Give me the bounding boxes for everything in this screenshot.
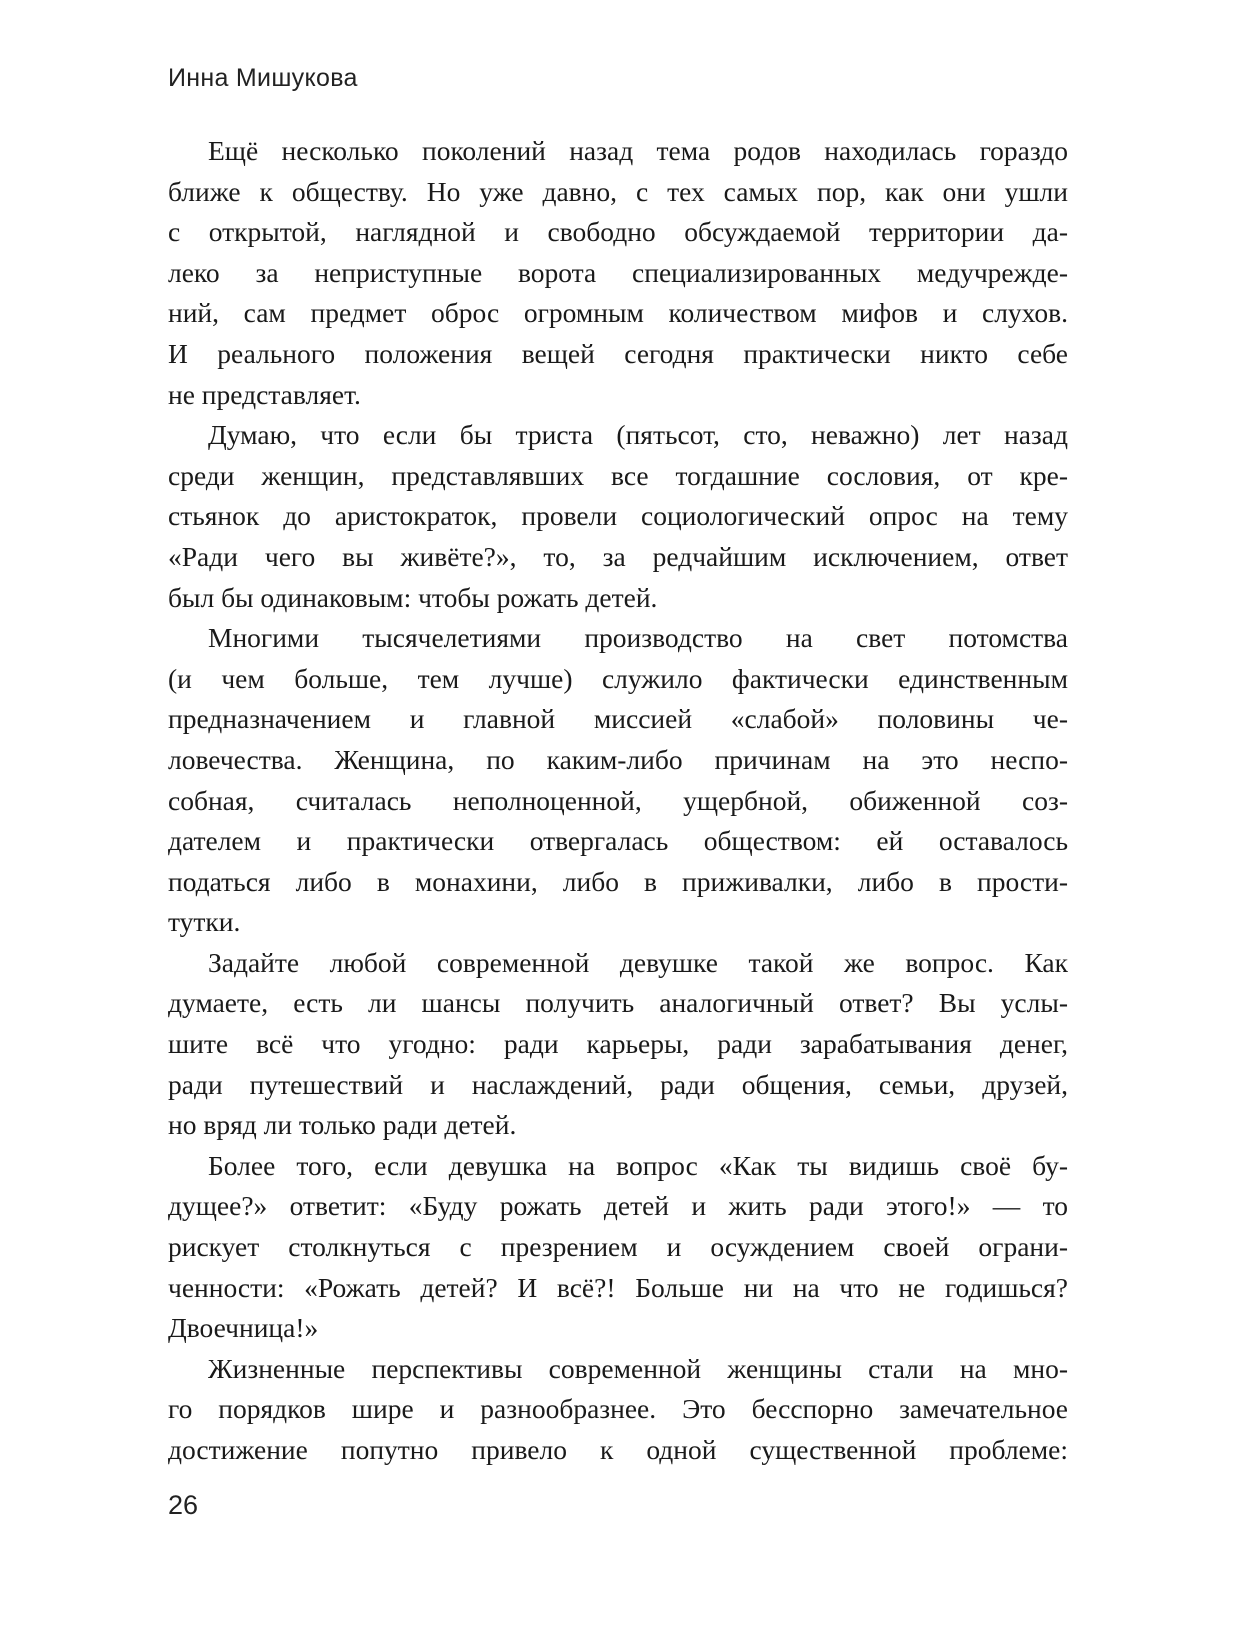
paragraph-2 (168, 415, 1068, 618)
paragraph-5 (168, 1146, 1068, 1349)
text-line: ради путешествий и наслаждений, ради общения, семьи, друзей, (168, 1068, 1068, 1100)
text-line: го порядков шире и разнообразнее. Это бесспорно замечательное (168, 1393, 1068, 1425)
text-line: ближе к обществу. Но уже давно, с тех самых пор, как они ушли (168, 175, 1068, 207)
text-line: не представляет. (168, 378, 361, 410)
text-line: Задайте любой современной девушке такой же вопрос. Как (208, 946, 1068, 978)
text-line: думаете, есть ли шансы получить аналогичный ответ? Вы услы- (168, 987, 1068, 1019)
text-line: ченности: «Рожать детей? И всё?! Больше ни на что не годишься? (168, 1271, 1068, 1303)
text-line: Жизненные перспективы современной женщины стали на мно- (208, 1352, 1068, 1384)
text-line: стьянок до аристократок, провели социологический опрос на тему (168, 500, 1068, 532)
text-line: но вряд ли только ради детей. (168, 1109, 517, 1141)
paragraph-6 (168, 1349, 1068, 1471)
text-line: И реального положения вещей сегодня практически никто себе (168, 337, 1068, 369)
text-line: Более того, если девушка на вопрос «Как ты видишь своё бу- (208, 1149, 1068, 1181)
text-line: Думаю, что если бы триста (пятьсот, сто, неважно) лет назад (208, 419, 1068, 451)
text-line: шите всё что угодно: ради карьеры, ради зарабатывания денег, (168, 1028, 1068, 1060)
text-line: леко за неприступные ворота специализированных медучрежде- (168, 256, 1068, 288)
text-line: был бы одинаковым: чтобы рожать детей. (168, 581, 658, 613)
text-line: Многими тысячелетиями производство на свет потомства (208, 622, 1068, 654)
text-line: среди женщин, представлявших все тогдашние сословия, от кре- (168, 459, 1068, 491)
text-line: податься либо в монахини, либо в приживалки, либо в прости- (168, 865, 1068, 897)
body-text (168, 131, 1068, 1471)
text-line: ний, сам предмет оброс огромным количеством мифов и слухов. (168, 297, 1068, 329)
text-line: дателем и практически отвергалась обществом: ей оставалось (168, 825, 1068, 857)
text-line: тутки. (168, 906, 241, 938)
text-line: Двоечница!» (168, 1312, 319, 1344)
text-line: дущее?» ответит: «Буду рожать детей и жить ради этого!» — то (168, 1190, 1068, 1222)
text-line: с открытой, наглядной и свободно обсуждаемой территории да- (168, 216, 1068, 248)
running-head-author: Инна Мишукова (168, 64, 358, 92)
text-line: «Ради чего вы живёте?», то, за редчайшим исключением, ответ (168, 540, 1068, 572)
paragraph-1 (168, 131, 1068, 415)
text-line: ловечества. Женщина, по каким-либо причинам на это неспо- (168, 743, 1068, 775)
page-number: 26 (168, 1490, 199, 1520)
text-line: (и чем больше, тем лучше) служило фактически единственным (168, 662, 1068, 694)
paragraph-3 (168, 618, 1068, 943)
text-line: предназначением и главной миссией «слабой» половины че- (168, 703, 1068, 735)
text-line: рискует столкнуться с презрением и осуждением своей ограни- (168, 1231, 1068, 1263)
paragraph-4 (168, 943, 1068, 1146)
text-line: достижение попутно привело к одной существенной проблеме: (168, 1434, 1068, 1465)
text-line: Ещё несколько поколений назад тема родов находилась гораздо (208, 135, 1068, 166)
text-line: собная, считалась неполноценной, ущербной, обиженной соз- (168, 784, 1068, 816)
